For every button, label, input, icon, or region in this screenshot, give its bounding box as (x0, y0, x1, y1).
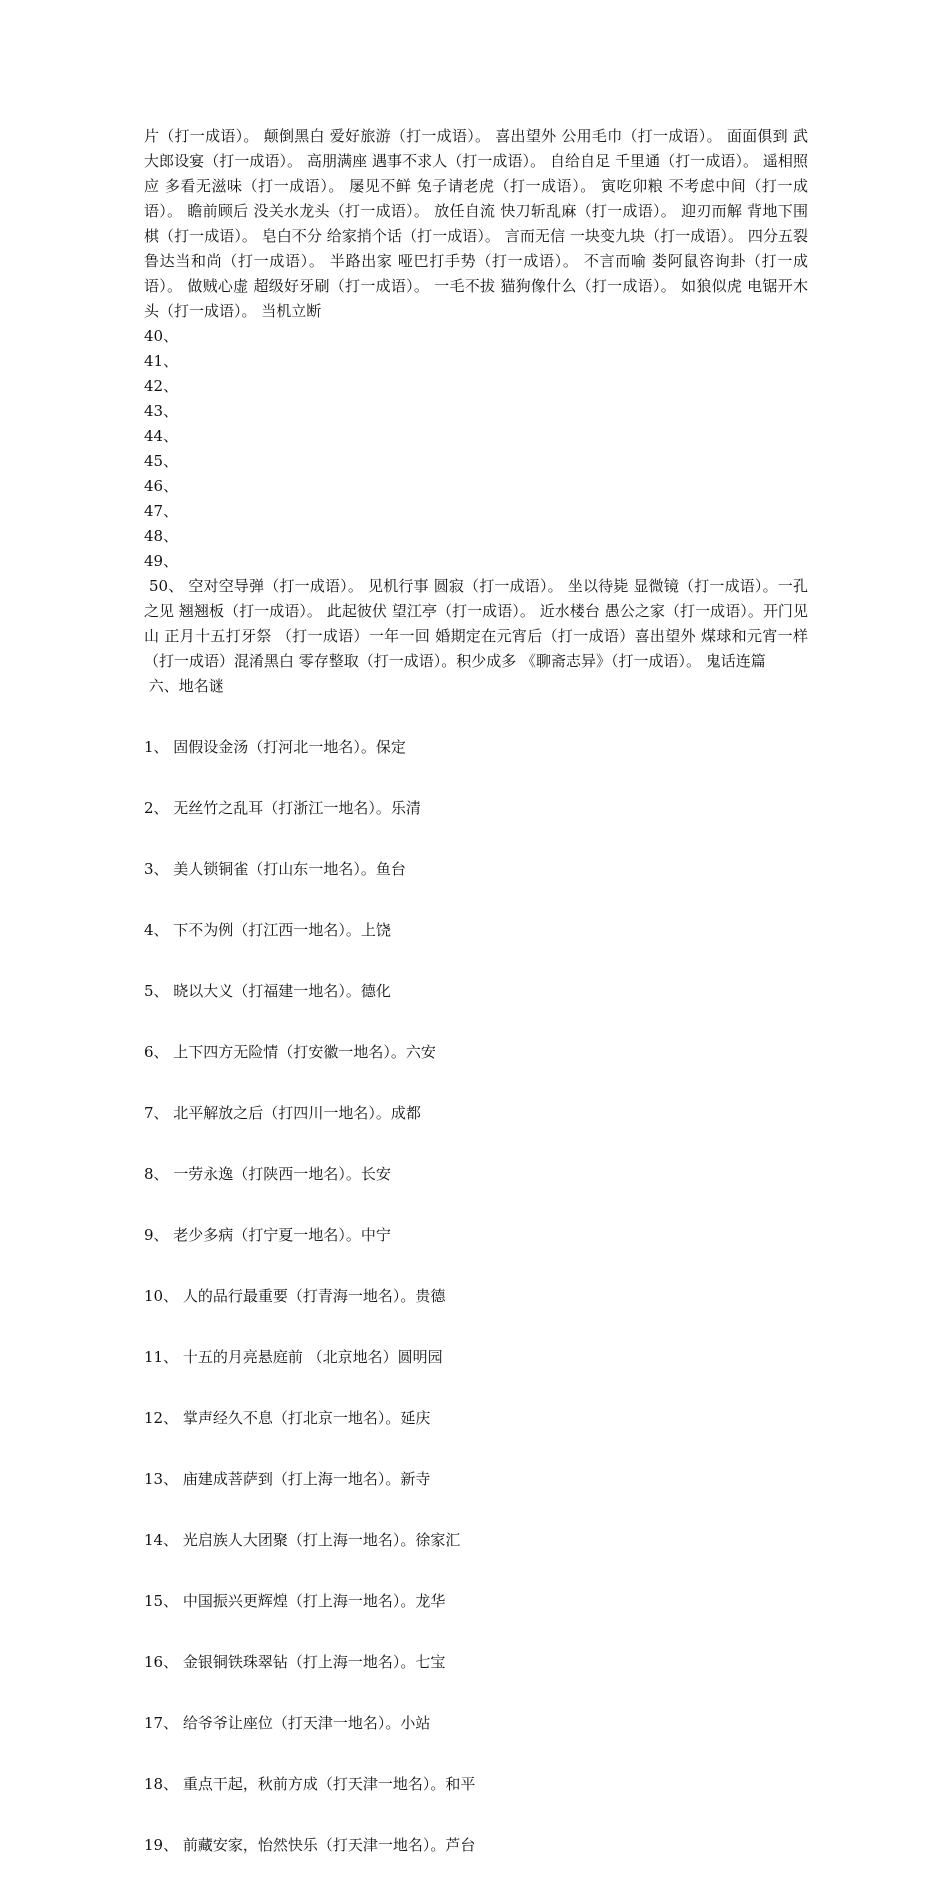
idiom-riddles-paragraph-2: 50、 空对空导弹（打一成语）。 见机行事 圆寂（打一成语）。 坐以待毙 显微镜（打一成语）。一孔之见 翘翘板（打一成语）。 此起彼伏 望江亭（打一成语）。 近水楼台 愚公之家（打一成语）。开门见山 正月十五打牙祭 （打一成语）一年一回 婚期定在元宵后（打一成语）喜出望外 煤球和元宵一样 （打一成语）混淆黑白 零存整取（打一成语）。积少成多 《聊斋志异》（打一成语）。 鬼话连篇 (144, 577, 813, 670)
section-title: 六、地名谜 (144, 677, 224, 695)
riddle-item: 13、 庙建成菩萨到（打上海一地名）。新寺 (144, 1470, 431, 1488)
riddle-item: 6、 上下四方无险情（打安徽一地名）。六安 (144, 1043, 436, 1061)
riddle-item: 4、 下不为例（打江西一地名）。上饶 (144, 921, 391, 939)
riddle-item: 11、 十五的月亮悬庭前 （北京地名）圆明园 (144, 1348, 443, 1366)
list-item: 44、 (144, 427, 179, 445)
riddle-item: 9、 老少多病（打宁夏一地名）。中宁 (144, 1226, 391, 1244)
list-item: 46、 (144, 477, 179, 495)
riddle-item: 16、 金银铜铁珠翠钻（打上海一地名）。七宝 (144, 1653, 446, 1671)
list-item: 45、 (144, 452, 179, 470)
riddle-item: 18、 重点干起，秋前方成（打天津一地名）。和平 (144, 1775, 476, 1793)
riddle-item: 2、 无丝竹之乱耳（打浙江一地名）。乐清 (144, 799, 421, 817)
riddle-item: 1、 固假设金汤（打河北一地名）。保定 (144, 738, 406, 756)
document-page (144, 124, 813, 1894)
riddle-item: 19、 前藏安家，怡然快乐（打天津一地名）。芦台 (144, 1836, 476, 1854)
riddle-item: 8、 一劳永逸（打陕西一地名）。长安 (144, 1165, 391, 1183)
idiom-riddles-paragraph: 片（打一成语）。 颠倒黑白 爱好旅游（打一成语）。 喜出望外 公用毛巾（打一成语）。 面面俱到 武大郎设宴（打一成语）。 高朋满座 遇事不求人（打一成语）。 自给自足 千里通（打一成语）。 遥相照应 多看无滋味（打一成语）。 屡见不鲜 兔子请老虎（打一成语）。 寅吃卯粮 不考虑中间（打一成语）。 瞻前顾后 没关水龙头（打一成语）。 放任自流 快刀斩乱麻（打一成语）。 迎刃而解 背地下围棋（打一成语）。 皂白不分 给家捎个话（打一成语）。 言而无信 一块变九块（打一成语）。 四分五裂 鲁达当和尚（打一成语）。 半路出家 哑巴打手势（打一成语）。 不言而喻 娄阿鼠咨询卦（打一成语）。 做贼心虚 超级好牙刷（打一成语）。 一毛不拔 猫狗像什么（打一成语）。 如狼似虎 电锯开木头（打一成语）。 当机立断 (144, 127, 808, 320)
riddle-item: 5、 晓以大义（打福建一地名）。德化 (144, 982, 391, 1000)
riddle-item: 7、 北平解放之后（打四川一地名）。成都 (144, 1104, 421, 1122)
list-item: 48、 (144, 527, 179, 545)
list-item: 40、 (144, 327, 179, 345)
list-item: 49、 (144, 552, 179, 570)
list-item: 43、 (144, 402, 179, 420)
numbered-blank-list (144, 324, 808, 574)
list-item: 42、 (144, 377, 179, 395)
list-item: 41、 (144, 352, 179, 370)
place-name-riddle-list (144, 699, 808, 1894)
riddle-item: 10、 人的品行最重要（打青海一地名）。贵德 (144, 1287, 446, 1305)
list-item: 47、 (144, 502, 179, 520)
riddle-item: 14、 光启族人大团聚（打上海一地名）。徐家汇 (144, 1531, 461, 1549)
riddle-item: 12、 掌声经久不息（打北京一地名）。延庆 (144, 1409, 431, 1427)
riddle-item: 15、 中国振兴更辉煌（打上海一地名）。龙华 (144, 1592, 446, 1610)
riddle-item: 17、 给爷爷让座位（打天津一地名）。小站 (144, 1714, 431, 1732)
riddle-item: 3、 美人锁铜雀（打山东一地名）。鱼台 (144, 860, 406, 878)
